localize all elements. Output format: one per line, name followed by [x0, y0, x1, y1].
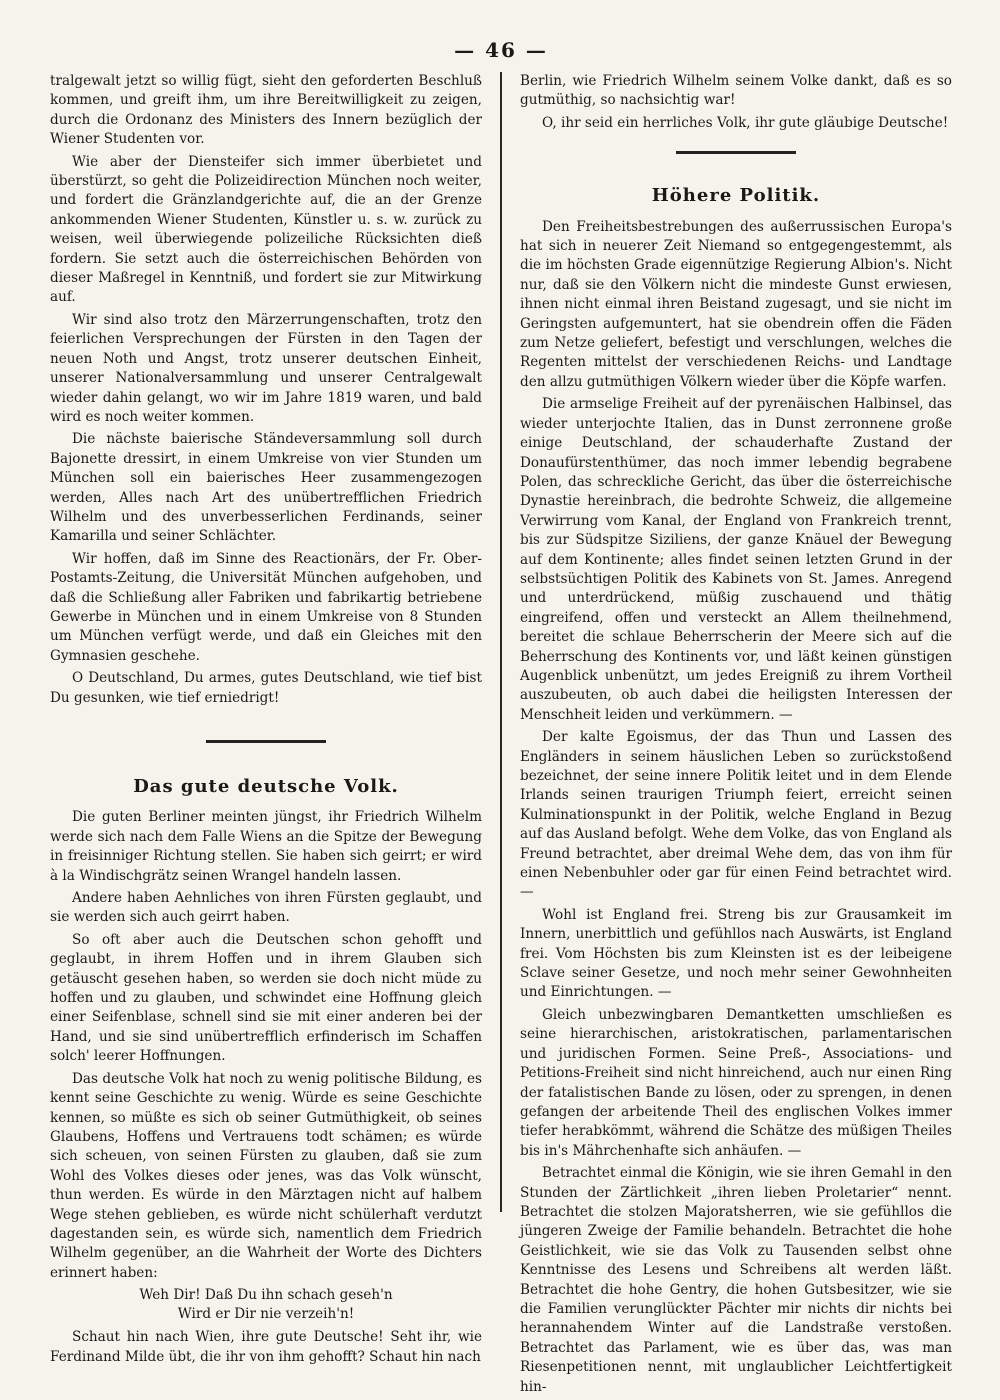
section-title-hoehere-politik: Höhere Politik. — [651, 185, 821, 207]
paragraph: Betrachtet einmal die Königin, wie sie ihren Gemahl in den Stunden der Zärtlichkeit „ihren lieben Proletarier“ nennt. Betrachtet die stolzen Majoratsherren, wie sie gefühllos die jüngeren Zweige der Familie behandeln. Betrachtet die hohe Geistlichkeit, wie sie das Volk zu Tausenden selbst ohne Kenntnisse des Lesens und Schreibens alt werden läßt. Betrachtet die hohe Gentry, die hohen Gutsbesitzer, wie sie die Familien verunglückter Pächter mir nichts dir nichts bei herannahendem Winter auf die Landstraße verstoßen. Betrachtet das Parlament, wie es über das, was man Riesenpetitionen nennt, mit unglaublicher Leichtfertigkeit hin- — [520, 1165, 952, 1395]
left-column — [50, 72, 488, 1400]
paragraph: Gleich unbezwingbaren Demantketten umschließen es seine hierarchischen, aristokratischen, parlamentarischen und juridischen Formen. Seine Preß-, Associations- und Petitions-Freiheit sind nicht hinreichend, auch nur einen Ring der fatalistischen Bande zu lösen, oder zu sprengen, in denen gefangen der arbeitende Theil des englischen Volkes immer tiefer herabkömmt, während die Schätze des müßigen Theiles bis in's Mährchenhafte sich anhäufen. — — [520, 1006, 952, 1159]
section-divider — [206, 740, 326, 743]
paragraph: Das deutsche Volk hat noch zu wenig politische Bildung, es kennt seine Geschichte zu wenig. Würde es seine Geschichte kennen, so müßte es sich ob seiner Gutmüthigkeit, ob seines Glaubens, Hoffens und Vertrauens todt schämen; es würde sich scheuen, von seinen Fürsten zu glauben, daß sie zum Wohl des Volkes dieses oder jenes, was das Volk wünscht, thun werden. Es würde in den Märztagen nicht auf halbem Wege stehen geblieben, es würde nicht schülerhaft verdutzt dagestanden sein, es würde sich, namentlich dem Friedrich Wilhelm gegenüber, an die Wahrheit der Worte des Dichters erinnert haben: — [50, 1070, 482, 1281]
paragraph: O Deutschland, Du armes, gutes Deutschland, wie tief bist Du gesunken, wie tief erniedrigt! — [50, 670, 482, 706]
column-divider — [500, 72, 502, 1212]
verse-line: Wird er Dir nie verzeih'n! — [177, 1306, 355, 1323]
paragraph: Die guten Berliner meinten jüngst, ihr Friedrich Wilhelm werde sich nach dem Falle Wiens an die Spitze der Bewegung in freisinniger Richtung stellen. Sie haben sich geirrt; er wird à la Windischgrätz seinen Wrangel handeln lassen. — [50, 809, 482, 884]
page-number: — 46 — — [454, 38, 548, 62]
paragraph: So oft aber auch die Deutschen schon gehofft und geglaubt, in ihrem Hoffen und in ihrem Glauben sich getäuscht gesehen haben, so werden sie doch nicht müde zu hoffen und zu glauben, und schwindet eine Hoffnung gleich einer Seifenblase, schnell sind sie mit einer anderen bei der Hand, und sie sind unübertrefflich erfinderisch im Schaffen solch' leerer Hoffnungen. — [50, 931, 482, 1065]
verse-line: Weh Dir! Daß Du ihn schach geseh'n — [139, 1287, 393, 1304]
paragraph: Berlin, wie Friedrich Wilhelm seinem Volke dankt, daß es so gutmüthig, so nachsichtig war! — [520, 73, 952, 109]
section-divider — [676, 151, 796, 154]
paragraph: Den Freiheitsbestrebungen des außerrussischen Europa's hat sich in neuerer Zeit Niemand so entgegengestemmt, als die im höchsten Grade eigennützige Regierung Albion's. Nicht nur, daß sie den Völkern nicht die mindeste Gunst erwiesen, ihnen nicht einmal ihren Beistand zugesagt, und sie nicht im Geringsten aufgemuntert, hat sie obendrein offen die Fäden zum Netze geliefert, befestigt und verschlungen, welches die Regenten mittelst der verschiedenen Reichs- und Landtage den allzu gutmüthigen Völkern wieder über die Köpfe warfen. — [520, 218, 952, 390]
paragraph: Der kalte Egoismus, der das Thun und Lassen des Engländers in seinem häuslichen Leben so zurückstoßend bezeichnet, der seine innere Politik leitet und in dem Elende Irlands seinen traurigen Triumph feiert, erreicht seinen Kulminationspunkt in der Politik, welche England in Bezug auf das Ausland befolgt. Wehe dem Volke, das von England als Freund betrachtet, aber dreimal Wehe dem, das von ihm für einen Nebenbuhler oder gar für einen Feind betrachtet wird. — — [520, 729, 952, 901]
paragraph: tralgewalt jetzt so willig fügt, sieht den geforderten Beschluß kommen, und greift ihm, um ihre Bereitwilligkeit zu zeigen, durch die Ordonanz des Ministers des Innern bezüglich der Wiener Studenten vor. — [50, 73, 482, 148]
paragraph: Wir sind also trotz den Märzerrungenschaften, trotz den feierlichen Versprechungen der Fürsten in den Tagen der neuen Noth und Angst, trotz unserer deutschen Einheit, unserer Nationalversammlung und unserer Centralgewalt wieder dahin gelangt, wo wir im Jahre 1819 waren, und bald wird es noch weiter kommen. — [50, 311, 482, 425]
paragraph: Die armselige Freiheit auf der pyrenäischen Halbinsel, das wieder unterjochte Italien, das in Dunst zerronnene große einige Deutschland, der schauderhafte Zustand der Donaufürstenthümer, das noch immer lebendig begrabene Polen, das schreckliche Gericht, das über die österreichische Dynastie hereinbrach, die bedrohte Schweiz, die allgemeine Verwirrung vom Kanal, der England von Frankreich trennt, bis zur Südspitze Siziliens, der ganze Knäuel der Bewegung auf dem Kontinente; alles findet seinen letzten Grund in der selbstsüchtigen Politik des Kabinets von St. James. Anregend und unterdrückend, müßig zuschauend und thätig eingreifend, offen und versteckt an Allem theilnehmend, bereitet die schlaue Beherrscherin der Meere sich auf die Beherrschung des Kontinents vor, und läßt keinen günstigen Augenblick unbenützt, um jedes Ereigniß zu ihrem Vortheil auszubeuten, ob auch dabei die heiligsten Interessen der Menschheit leiden und verkümmern. — — [520, 396, 952, 723]
two-column-layout — [50, 72, 952, 1400]
paragraph: Wir hoffen, daß im Sinne des Reactionärs, der Fr. Ober-Postamts-Zeitung, die Universität München aufgehoben, und daß die Schließung aller Fabriken und fabrikartig betriebene Gewerbe in München und in einem Umkreise von 8 Stunden um München verfügt werde, und daß ein Gleiches mit den Gymnasien geschehe. — [50, 550, 482, 664]
section-title-das-gute-deutsche-volk: Das gute deutsche Volk. — [133, 776, 399, 797]
paragraph: Schaut hin nach Wien, ihre gute Deutsche! Seht ihr, wie Ferdinand Milde übt, die ihr von ihm gehofft? Schaut hin nach — [50, 1329, 482, 1365]
verse-quote — [50, 1286, 482, 1324]
right-column — [514, 72, 952, 1400]
paragraph: Wohl ist England frei. Streng bis zur Grausamkeit im Innern, unerbittlich und gefühllos nach Auswärts, ist England frei. Vom Höchsten bis zum Kleinsten ist es der leibeigene Sclave seiner Gesetze, und noch mehr seiner Gewohnheiten und Einrichtungen. — — [520, 906, 952, 1001]
paragraph: Andere haben Aehnliches von ihren Fürsten geglaubt, und sie werden sich auch geirrt haben. — [50, 890, 482, 926]
paragraph: Die nächste baierische Ständeversammlung soll durch Bajonette dressirt, in einem Umkreise von vier Stunden um München soll ein baierisches Heer zusammengezogen werden, Alles nach Art des unübertrefflichen Friedrich Wilhelm und des unverbesserlichen Ferdinands, seiner Kamarilla und seiner Schlächter. — [50, 431, 482, 545]
paragraph: Wie aber der Diensteifer sich immer überbietet und überstürzt, so geht die Polizeidirection München noch weiter, und fordert die Gränzlandgerichte auf, die an der Grenze ankommenden Wiener Studenten, Künstler u. s. w. zurück zu weisen, weil überwiegende polizeiliche Rücksichten dieß fordern. Sie setzt auch die österreichischen Behörden von dieser Maßregel in Kenntniß, und fordert sie zur Mitwirkung auf. — [50, 153, 482, 306]
paragraph: O, ihr seid ein herrliches Volk, ihr gute gläubige Deutsche! — [542, 114, 949, 131]
